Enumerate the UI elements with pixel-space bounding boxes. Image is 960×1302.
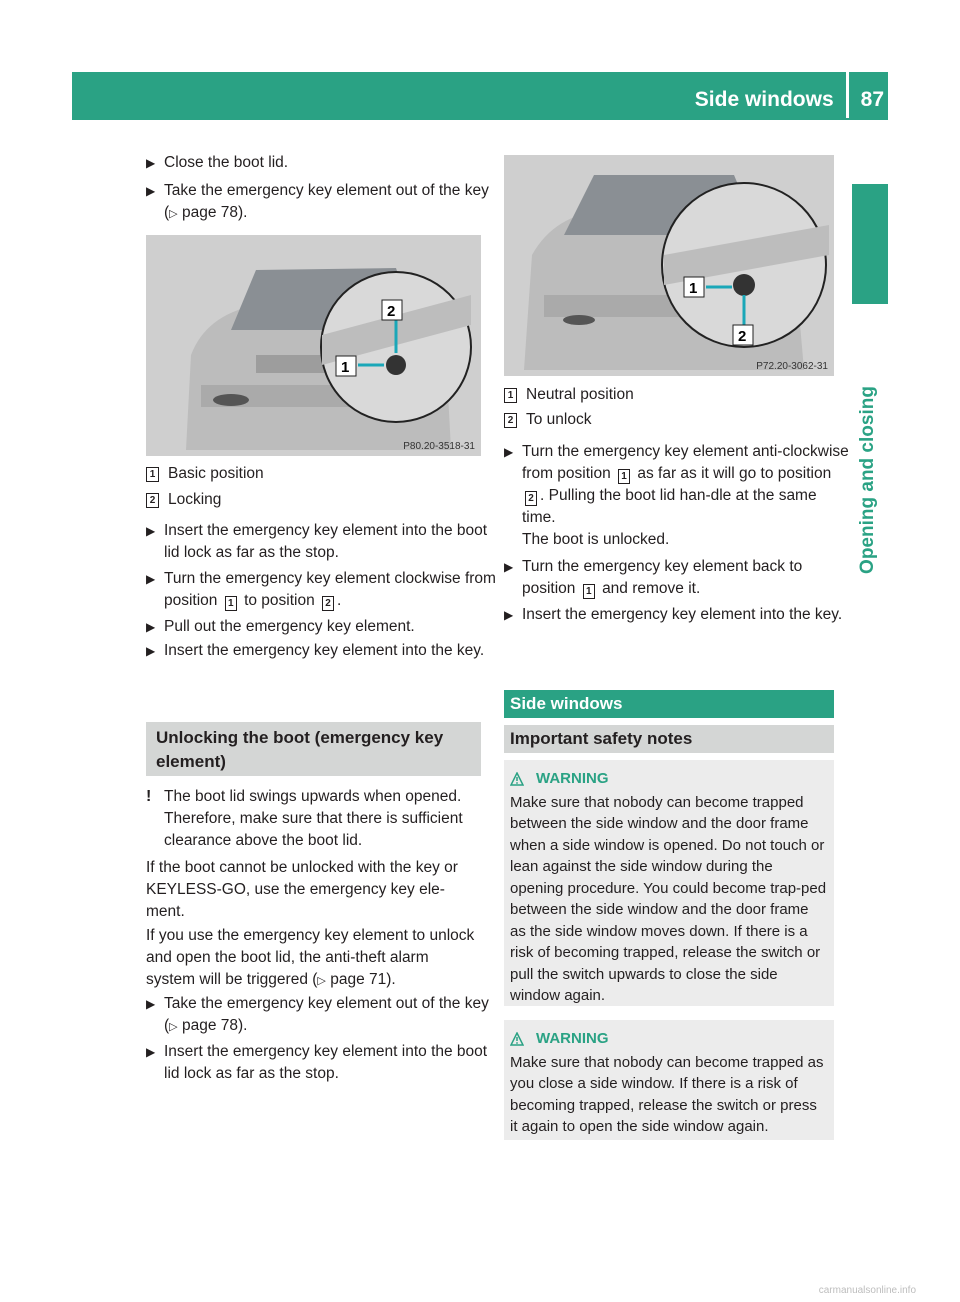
step-insert-into-key-2: ▶ Insert the emergency key element into the key. (504, 604, 852, 626)
number-1-icon: 1 (618, 469, 630, 484)
svg-text:1: 1 (341, 359, 350, 376)
car-rear-illustration (146, 235, 481, 456)
header-divider (846, 70, 849, 118)
legend-item: 2 To unlock (504, 409, 591, 431)
number-2-icon: 2 (322, 596, 334, 611)
exclamation-icon: ! (146, 788, 152, 805)
boot-lock-photo-1 (146, 235, 481, 456)
step-arrow-icon: ▶ (146, 156, 156, 170)
section-heading-green: Side windows (504, 690, 834, 718)
warning-box-2 (504, 1020, 834, 1140)
step-arrow-icon: ▶ (146, 644, 156, 658)
number-2-icon: 2 (525, 491, 537, 506)
photo-code: P72.20-3062-31 (756, 361, 828, 372)
step-arrow-icon: ▶ (504, 445, 514, 459)
warning-text: Make sure that nobody can become trapped between the side window and the door frame when a side window is opened. Do not touch or lean against the side window during the opening procedure. You could become trap-ped between the side window and the door frame as the side window moves down. If there is a risk of becoming trapped, release the switch or pull the switch upwards to close the side window again. (510, 793, 827, 1004)
car-rear-illustration (504, 155, 834, 376)
page-ref-icon: ▷ (169, 208, 178, 220)
boot-lock-photo-2 (504, 155, 834, 376)
number-2-icon: 2 (146, 493, 159, 508)
running-header (695, 83, 884, 117)
legend-item: 2 Locking (146, 489, 221, 511)
step-arrow-icon: ▶ (504, 560, 514, 574)
step-turn-clockwise: ▶ Turn the emergency key element clockwise from position 1 to position 2 . (146, 570, 496, 609)
watermark: carmanualsonline.info (818, 1285, 916, 1296)
step-arrow-icon: ▶ (504, 608, 514, 622)
step-arrow-icon: ▶ (146, 184, 156, 198)
step-arrow-icon: ▶ (146, 572, 156, 586)
number-2-icon: 2 (504, 413, 517, 428)
page-ref-icon: ▷ (169, 1021, 178, 1033)
legend-item: 1 Neutral position (504, 384, 634, 406)
step-arrow-icon: ▶ (146, 620, 156, 634)
paragraph: If the boot cannot be unlocked with the key or KEYLESS-GO, use the emergency key ele-ment. (146, 859, 458, 920)
section-heading: Unlocking the boot (emergency key element) (146, 722, 481, 776)
warning-triangle-icon (510, 1032, 524, 1046)
svg-text:2: 2 (738, 328, 747, 345)
number-1-icon: 1 (146, 467, 159, 482)
step-pull-out: ▶ Pull out the emergency key element. (146, 616, 499, 638)
number-1-icon: 1 (583, 584, 595, 599)
page-ref-link[interactable]: page 71). (330, 971, 396, 988)
step-close-boot: ▶ Close the boot lid. (146, 152, 499, 174)
page-number: 87 (860, 88, 884, 111)
step-insert-key: ▶ Insert the emergency key element into the boot lid lock as far as the stop. (146, 522, 488, 561)
step-take-key-2: ▶ Take the emergency key element out of the key (▷ page 78). (146, 995, 489, 1034)
subsection-heading: Important safety notes (504, 725, 834, 753)
step-turn-back: ▶ Turn the emergency key element back to position 1 and remove it. (504, 558, 803, 597)
step-insert-into-key: ▶ Insert the emergency key element into the key. (146, 640, 499, 662)
step-take-key: ▶ Take the emergency key element out of the key (▷ page 78). (146, 182, 489, 221)
page-ref-icon: ▷ (317, 975, 326, 987)
warning-header: WARNING (510, 768, 828, 790)
paragraph: If you use the emergency key element to unlock and open the boot lid, the anti-theft alarm system will be triggered (▷ page 71). (146, 927, 475, 988)
warning-box-1 (504, 760, 834, 1006)
note-block: ! The boot lid swings upwards when opened. Therefore, make sure that there is sufficient clearance above the boot lid. (146, 788, 463, 849)
step-arrow-icon: ▶ (146, 524, 156, 538)
legend-item: 1 Basic position (146, 463, 264, 485)
photo-code: P80.20-3518-31 (403, 441, 475, 452)
page-ref-link[interactable]: page 78). (181, 204, 248, 221)
chapter-label: Opening and closing (857, 386, 878, 574)
svg-text:1: 1 (689, 280, 698, 297)
step-arrow-icon: ▶ (146, 997, 156, 1011)
page-ref-link[interactable]: page 78). (181, 1017, 248, 1034)
warning-triangle-icon (510, 772, 524, 786)
step-arrow-icon: ▶ (146, 1045, 156, 1059)
warning-text: Make sure that nobody can become trapped as you close a side window. If there is a risk of becoming trapped, release the switch or press it again to open the side window again. (510, 1053, 824, 1135)
chapter-tab (852, 184, 888, 304)
step-turn-anticlockwise: ▶ Turn the emergency key element anti-clockwise from position 1 as far as it will go to position 2 . Pulling the boot lid han-dle at the same time. The boot is unlocked. (504, 443, 849, 548)
number-1-icon: 1 (504, 388, 517, 403)
section-title: Side windows (694, 88, 834, 111)
svg-text:2: 2 (387, 303, 396, 320)
step-insert-lock-2: ▶ Insert the emergency key element into the boot lid lock as far as the stop. (146, 1043, 488, 1082)
number-1-icon: 1 (225, 596, 237, 611)
warning-header: WARNING (510, 1028, 828, 1050)
